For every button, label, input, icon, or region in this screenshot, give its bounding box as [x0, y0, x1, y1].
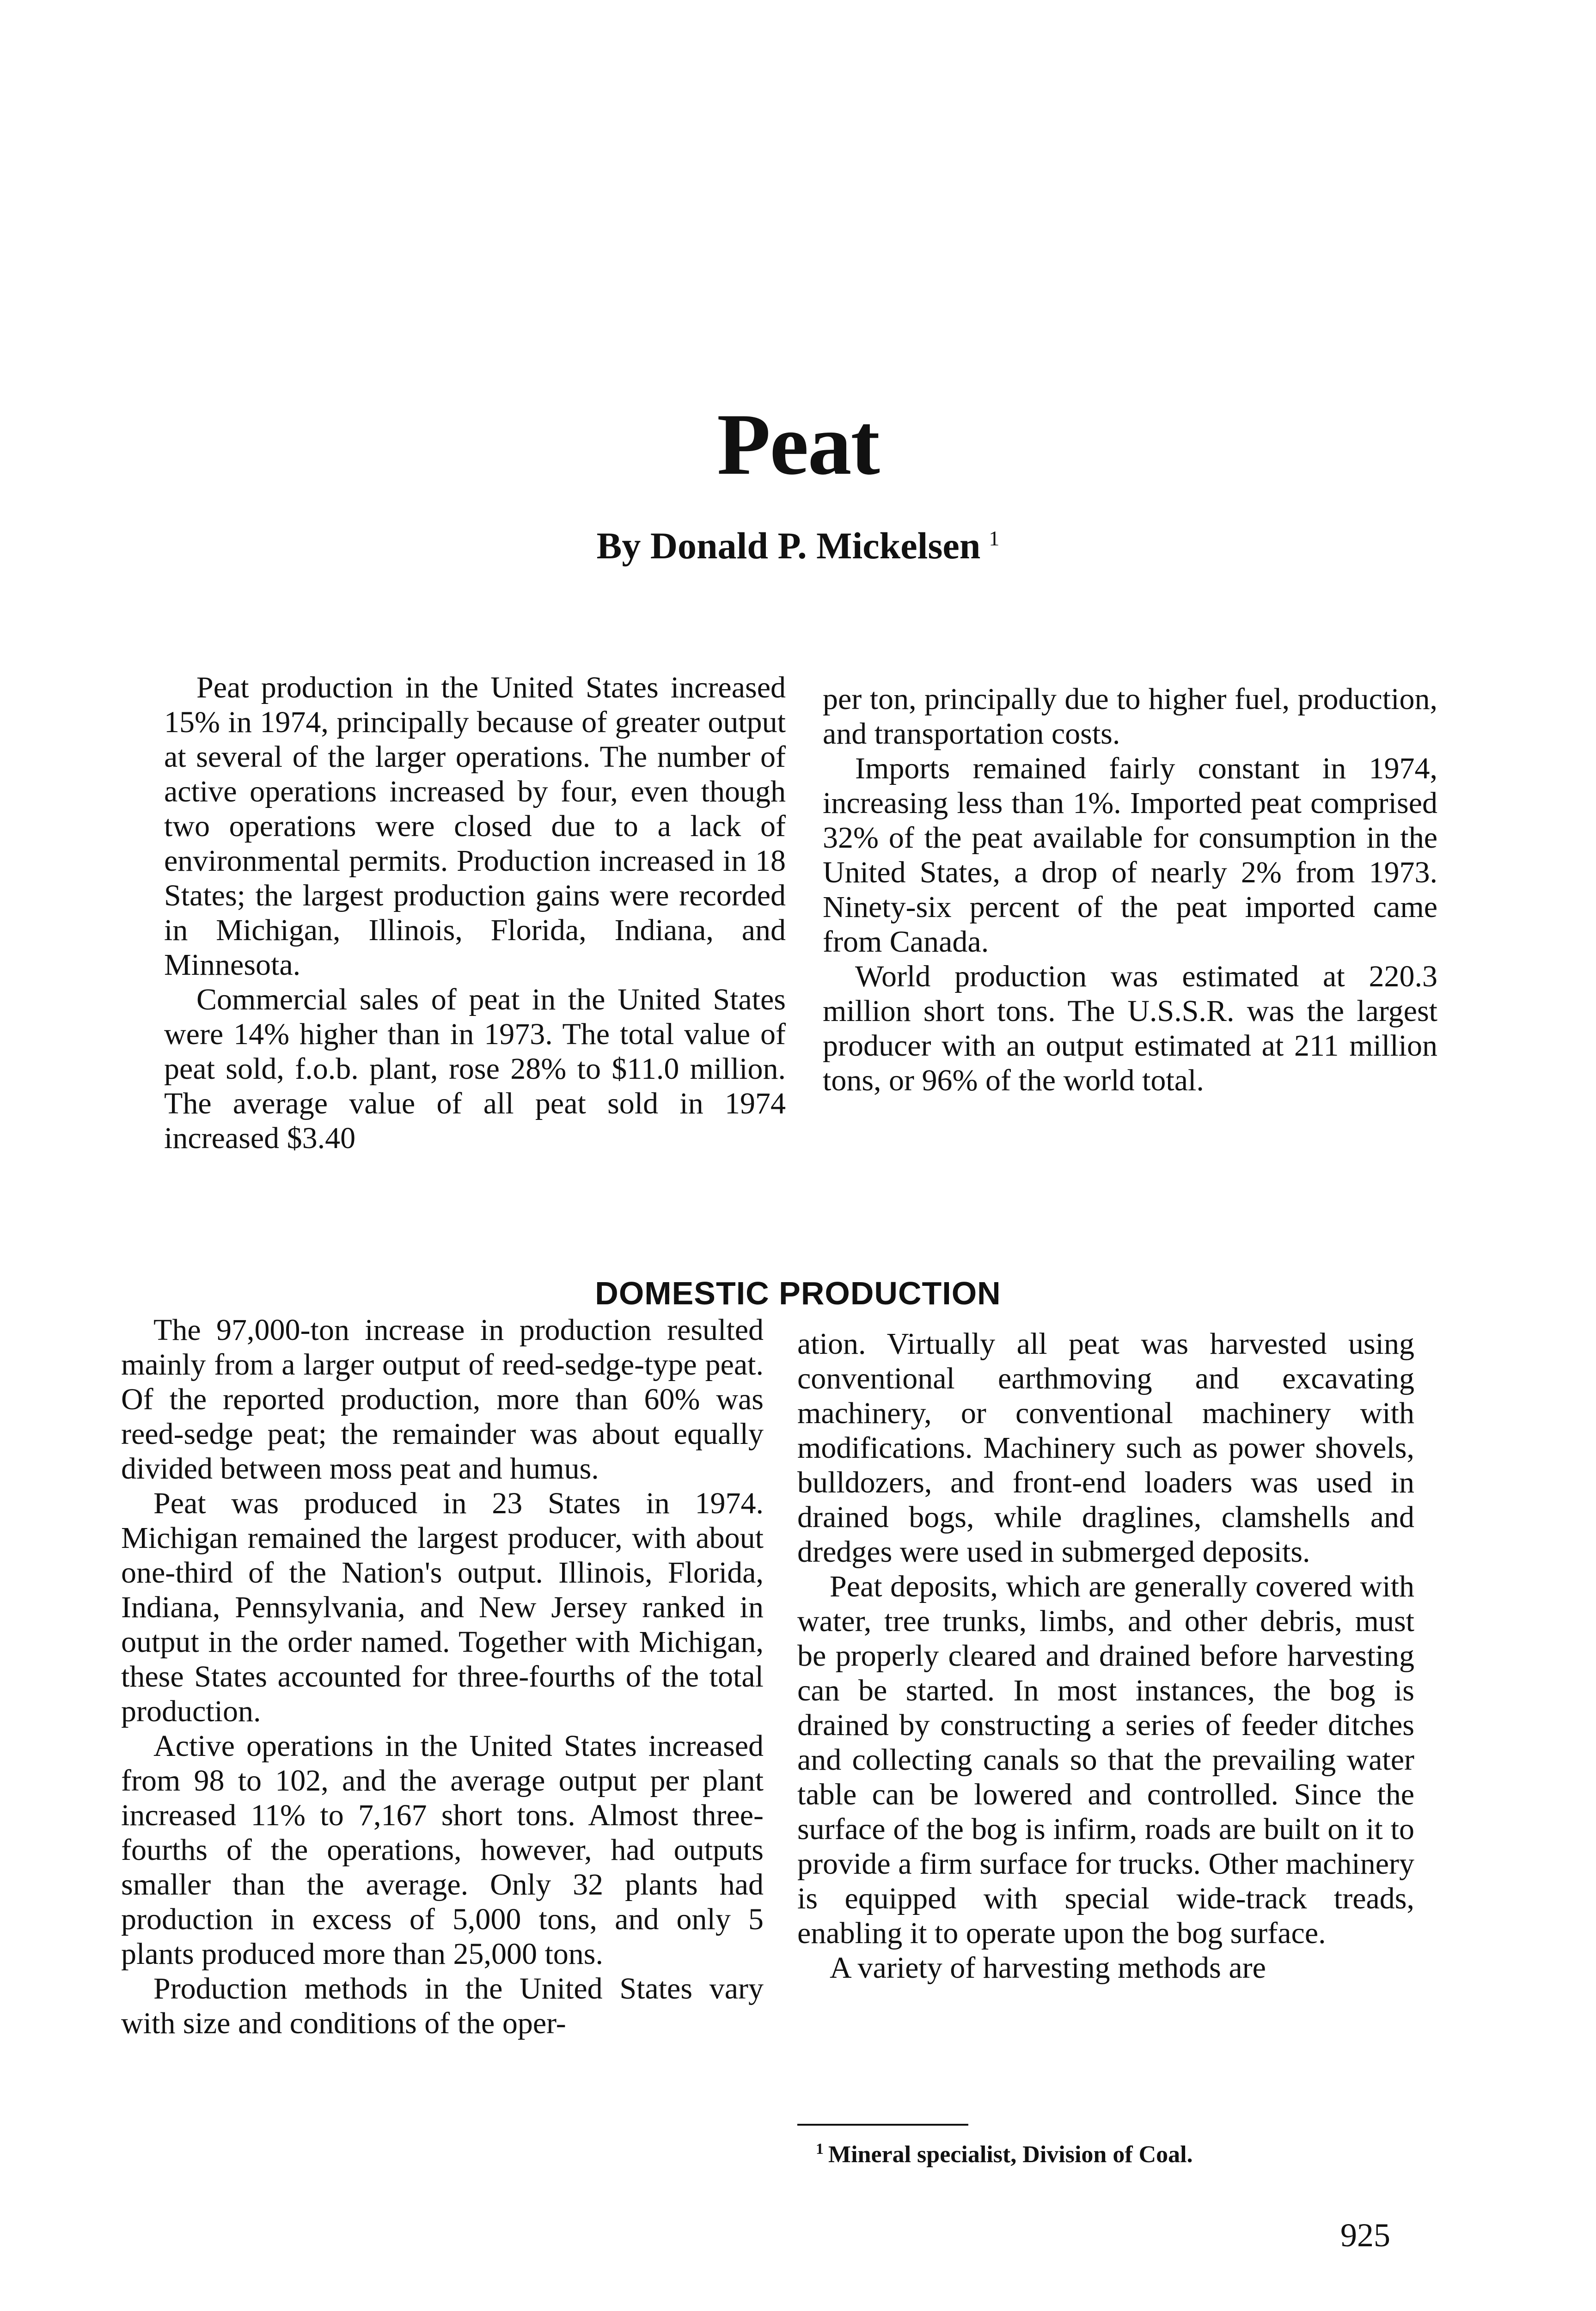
paragraph-continued: ation. Virtually all peat was harvested using conventional earthmoving and excavating machinery, or conventional machinery with modifications. Machinery such as power shovels, bulldozers, and front-end loaders was used in drained bogs, while draglines, clamshells and dredges were used in submerged deposits.: [797, 1327, 1414, 1569]
paragraph: Production methods in the United States vary with size and conditions of the oper-: [121, 1972, 764, 2040]
paragraph: A variety of harvesting methods are: [830, 1951, 1266, 1985]
author-name: By Donald P. Mickelsen: [596, 525, 981, 567]
footnote-divider: [797, 2124, 968, 2126]
footnote-text: Mineral specialist, Division of Coal.: [828, 2141, 1193, 2168]
page-title: Peat: [717, 396, 879, 494]
footnote-reference: 1: [989, 526, 1000, 550]
footnote-mark: 1: [816, 2140, 824, 2158]
intro-left-column: [164, 670, 786, 1156]
body-left-column: [121, 1313, 764, 2041]
intro-right-column: [823, 682, 1437, 1098]
page-number: 925: [1340, 2217, 1390, 2254]
paragraph: The 97,000-ton increase in production resulted mainly from a larger output of reed-sedge-type peat. Of the reported production, more than 60% was reed-sedge peat; the remainder was about equally divided between moss peat and humus.: [121, 1313, 764, 1486]
paragraph: Peat was produced in 23 States in 1974. Michigan remained the largest producer, with about one-third of the Nation's output. Illinois, Florida, Indiana, Pennsylvania, and New Jersey ranked in output in the order named. Together with Michigan, these States accounted for three-fourths of the total production.: [121, 1486, 764, 1728]
paragraph: Active operations in the United States increased from 98 to 102, and the average output per plant increased 11% to 7,167 short tons. Almost three-fourths of the operations, however, had outputs smaller than the average. Only 32 plants had production in excess of 5,000 tons, and only 5 plants produced more than 25,000 tons.: [121, 1729, 764, 1971]
footnote: [816, 2135, 1417, 2169]
paragraph: Peat production in the United States increased 15% in 1974, principally because of greater output at several of the larger operations. The number of active operations increased by four, even though two operations were closed due to a lack of environmental permits. Production increased in 18 States; the largest production gains were recorded in Michigan, Illinois, Florida, Indiana, and Minnesota.: [164, 671, 786, 982]
byline: [0, 527, 1596, 565]
paragraph: Imports remained fairly constant in 1974, increasing less than 1%. Imported peat comprised 32% of the peat available for consumption in the United States, a drop of nearly 2% from 1973. Ninety-six percent of the peat imported came from Canada.: [823, 752, 1437, 959]
paragraph: Peat deposits, which are generally covered with water, tree trunks, limbs, and other debris, must be properly cleared and drained before harvesting can be started. In most instances, the bog is drained by constructing a series of feeder ditches and collecting canals so that the prevailing water table can be lowered and controlled. Since the surface of the bog is infirm, roads are built on it to provide a firm surface for trucks. Other machinery is equipped with special wide-track treads, enabling it to operate upon the bog surface.: [797, 1570, 1414, 1950]
body-right-column: [797, 1327, 1414, 1985]
section-heading: DOMESTIC PRODUCTION: [595, 1275, 1001, 1312]
paragraph: World production was estimated at 220.3 million short tons. The U.S.S.R. was the largest producer with an output estimated at 211 million tons, or 96% of the world total.: [823, 960, 1437, 1097]
paragraph-continued: per ton, principally due to higher fuel, production, and transportation costs.: [823, 682, 1437, 751]
paragraph: Commercial sales of peat in the United States were 14% higher than in 1973. The total value of peat sold, f.o.b. plant, rose 28% to $11.0 million. The average value of all peat sold in 1974 increased $3.40: [164, 983, 786, 1155]
